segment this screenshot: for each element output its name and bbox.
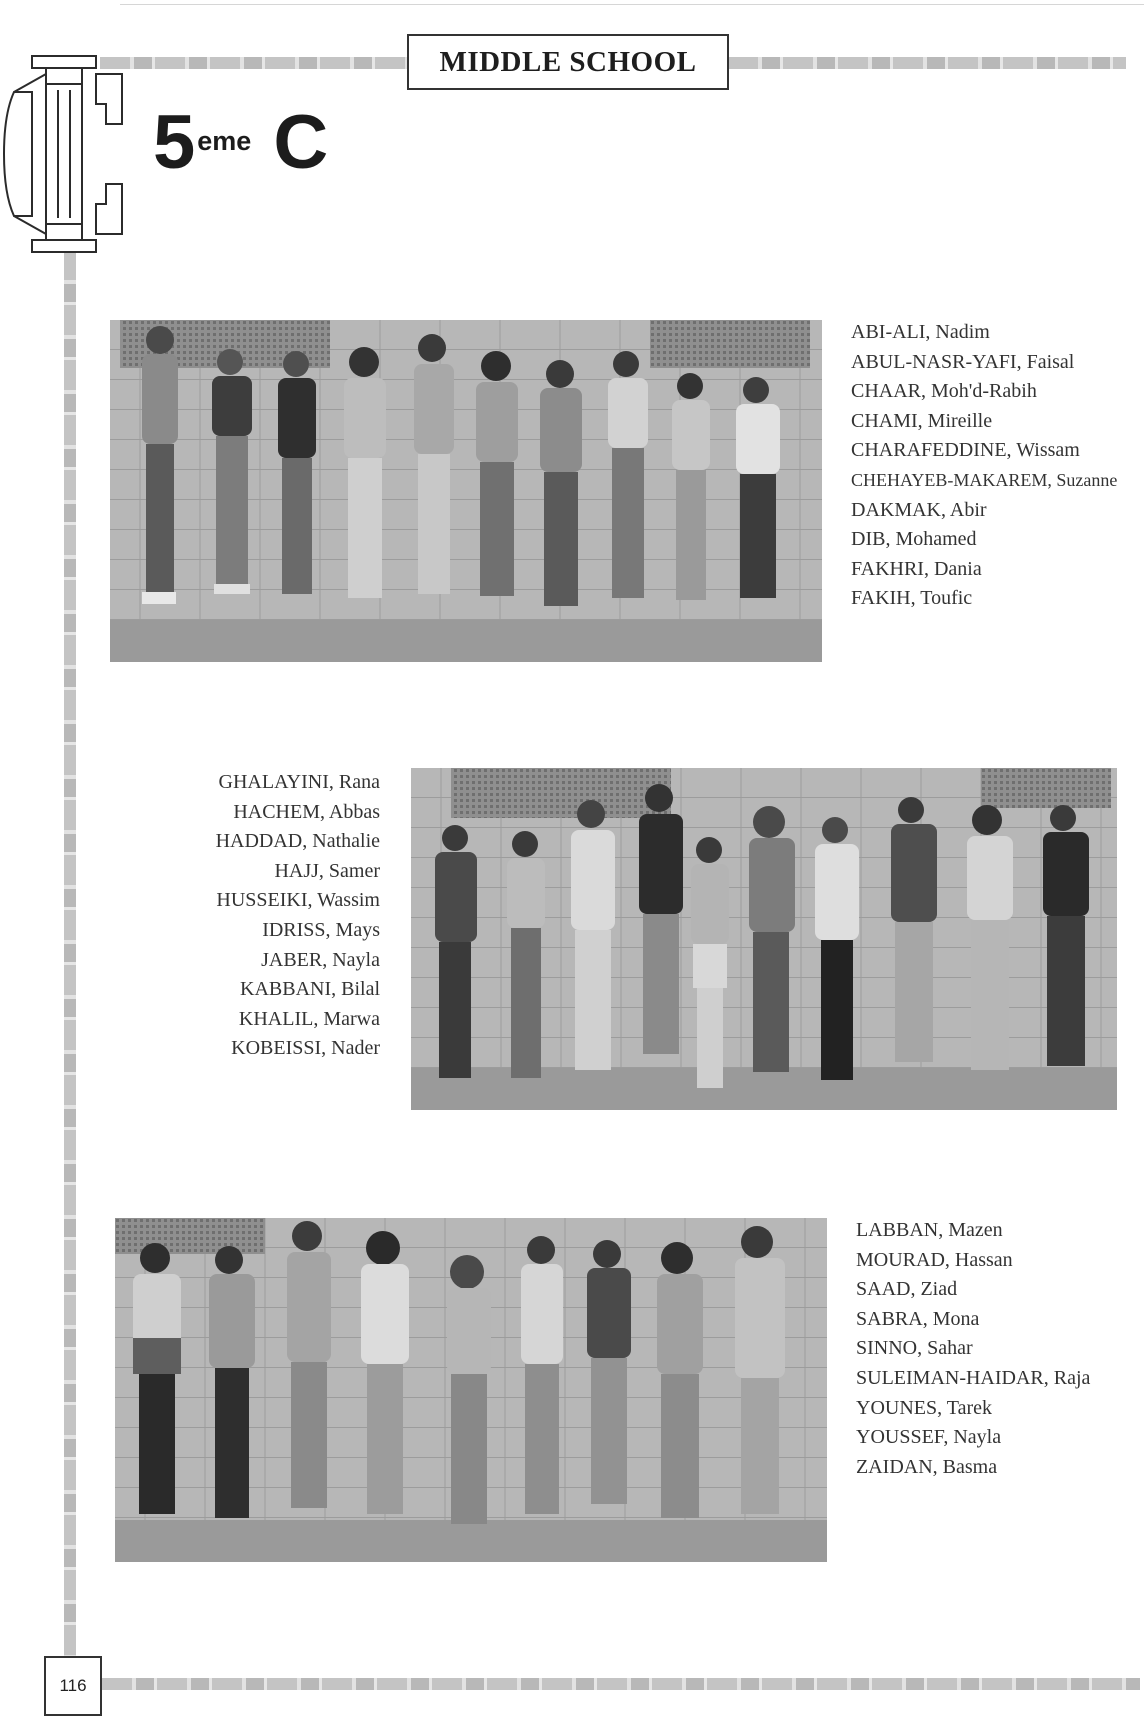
student-name: KOBEISSI, Nader [231, 1037, 380, 1060]
class-number: 5 [153, 100, 196, 185]
student-name: KABBANI, Bilal [240, 978, 380, 1001]
student-name: GHALAYINI, Rana [218, 771, 380, 793]
student-name: LABBAN, Mazen [856, 1219, 1003, 1241]
college-monogram-logo [2, 54, 126, 259]
header-rule-left [100, 57, 408, 69]
student-name: HAJJ, Samer [274, 859, 380, 882]
class-letter: C [273, 100, 329, 185]
student-name: CHAAR, Moh'd-Rabih [851, 380, 1037, 403]
student-name: CHARAFEDDINE, Wissam [851, 439, 1080, 462]
student-name: KHALIL, Marwa [238, 1007, 380, 1030]
student-name: FAKIH, Toufic [851, 587, 973, 610]
student-name: CHAMI, Mireille [851, 409, 993, 432]
name-list-2 [180, 768, 380, 1064]
class-photo-1 [110, 320, 822, 662]
section-title: MIDDLE SCHOOL [407, 34, 729, 90]
student-name: HUSSEIKI, Wassim [216, 889, 380, 912]
student-name: SINNO, Sahar [856, 1337, 973, 1360]
student-name: ZAIDAN, Basma [856, 1455, 998, 1478]
student-name: YOUSSEF, Nayla [856, 1426, 1002, 1449]
name-list-3 [856, 1216, 1090, 1482]
header-rule-right [728, 57, 1126, 69]
class-suffix: eme [197, 126, 252, 156]
student-name: CHEHAYEB-MAKAREM, Suzanne [851, 469, 1118, 490]
student-name: YOUNES, Tarek [856, 1396, 992, 1419]
student-name: DAKMAK, Abir [851, 498, 987, 521]
class-photo-3 [115, 1218, 827, 1562]
student-name: SULEIMAN-HAIDAR, Raja [856, 1366, 1091, 1389]
student-name: FAKHRI, Dania [851, 557, 982, 580]
footer-rule [102, 1678, 1140, 1690]
student-name: HACHEM, Abbas [233, 800, 380, 823]
student-name: ABUL-NASR-YAFI, Faisal [851, 350, 1075, 373]
page-number: 116 [44, 1656, 102, 1716]
class-title [153, 98, 328, 188]
student-name: IDRISS, Mays [262, 918, 380, 941]
student-name: SAAD, Ziad [856, 1278, 958, 1301]
student-name: DIB, Mohamed [851, 528, 977, 551]
top-rule [120, 4, 1144, 5]
student-name: HADDAD, Nathalie [215, 830, 380, 853]
name-list-1 [851, 318, 1117, 614]
class-photo-2 [411, 768, 1117, 1110]
student-name: ABI-ALI, Nadim [851, 321, 990, 343]
student-name: SABRA, Mona [856, 1307, 980, 1330]
student-name: MOURAD, Hassan [856, 1248, 1013, 1271]
left-vertical-rule [64, 250, 76, 1660]
student-name: JABER, Nayla [261, 948, 380, 971]
